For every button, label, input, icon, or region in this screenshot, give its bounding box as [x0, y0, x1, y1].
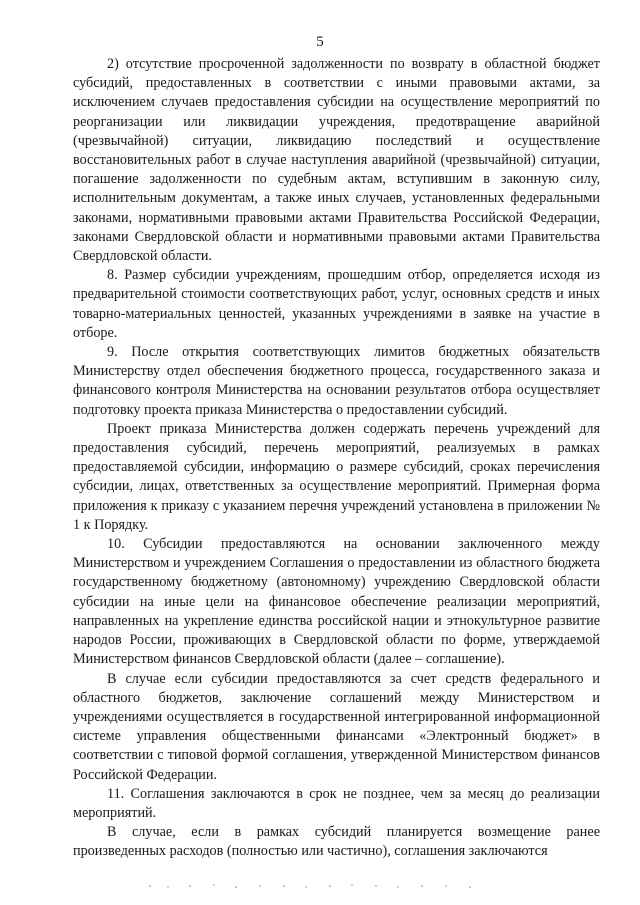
scan-artifact-dots — [0, 882, 640, 890]
paragraph-8-subsidy-size: 8. Размер субсидии учреждениям, прошедшим отбор, определяется исходя из предварительной стоимости соответствующих работ, услуг, основных средств и иных товарно-материальных ценностей, указанных учреждениями в заявке на участие в отборе. — [73, 267, 600, 341]
paragraph-10-agreement-basis: 10. Субсидии предоставляются на основании заключенного между Министерством и учреждением Соглашения о предоставлении из областного бюджета государственному бюджетному (автономному) учреждению Свердловской области субсидии на иные цели на финансовое обеспечение реализации мероприятий, направленных на укрепление единства российской нации и этнокультурное развитие народов России, проживающих в Свердловской области по форме, утверждаемой Министерством финансов Свердловской области (далее – соглашение). — [73, 536, 600, 668]
paragraph-9-order-preparation: 9. После открытия соответствующих лимитов бюджетных обязательств Министерству отдел обеспечения бюджетного процесса, государственного заказа и финансового контроля Министерства на основании результатов отбора осуществляет подготовку проекта приказа Министерства о предоставлении субсидий. — [73, 344, 600, 418]
page-number: 5 — [316, 34, 324, 50]
document-body — [73, 55, 600, 862]
paragraph-item-2-no-overdue-debt: 2) отсутствие просроченной задолженности по возврату в областной бюджет субсидий, предоставленных в соответствии с иными правовыми актами, за исключением случаев предоставления субсидии на осуществление мероприятий по реорганизации или ликвидации учреждения, предотвращение аварийной (чрезвычайной) ситуации, ликвидацию последствий и осуществление восстановительных работ в случае наступления аварийной (чрезвычайной) ситуации, погашение задолженности по судебным актам, вступившим в законную силу, исполнительным документам, а также иных случаев, установленных федеральными законами, нормативными правовыми актами Правительства Российской Федерации, законами Свердловской области и нормативными правовыми актами Правительства Свердловской области. — [73, 56, 600, 265]
paragraph-11-agreement-deadline: 11. Соглашения заключаются в срок не позднее, чем за месяц до реализации мероприятий. — [73, 785, 600, 821]
paragraph-federal-funds-case: В случае если субсидии предоставляются за счет средств федерального и областного бюджетов, заключение соглашений между Министерством и учреждениями осуществляется в государственной интегрированной информационной системе управления общественными финансами «Электронный бюджет» в соответствии с типовой формой соглашения, утвержденной Министерством финансов Российской Федерации. — [73, 670, 600, 783]
paragraph-reimbursement-case: В случае, если в рамках субсидий планируется возмещение ранее произведенных расходов (полностью или частично), соглашения заключаются — [73, 824, 600, 860]
paragraph-order-contents: Проект приказа Министерства должен содержать перечень учреждений для предоставления субсидий, перечень мероприятий, реализуемых в рамках предоставляемой субсидии, информацию о размере субсидий, сроках перечисления субсидии, лицах, ответственных за осуществление мероприятий. Примерная форма приложения к приказу с указанием перечня учреждений установлена в приложении № 1 к Порядку. — [73, 420, 600, 533]
